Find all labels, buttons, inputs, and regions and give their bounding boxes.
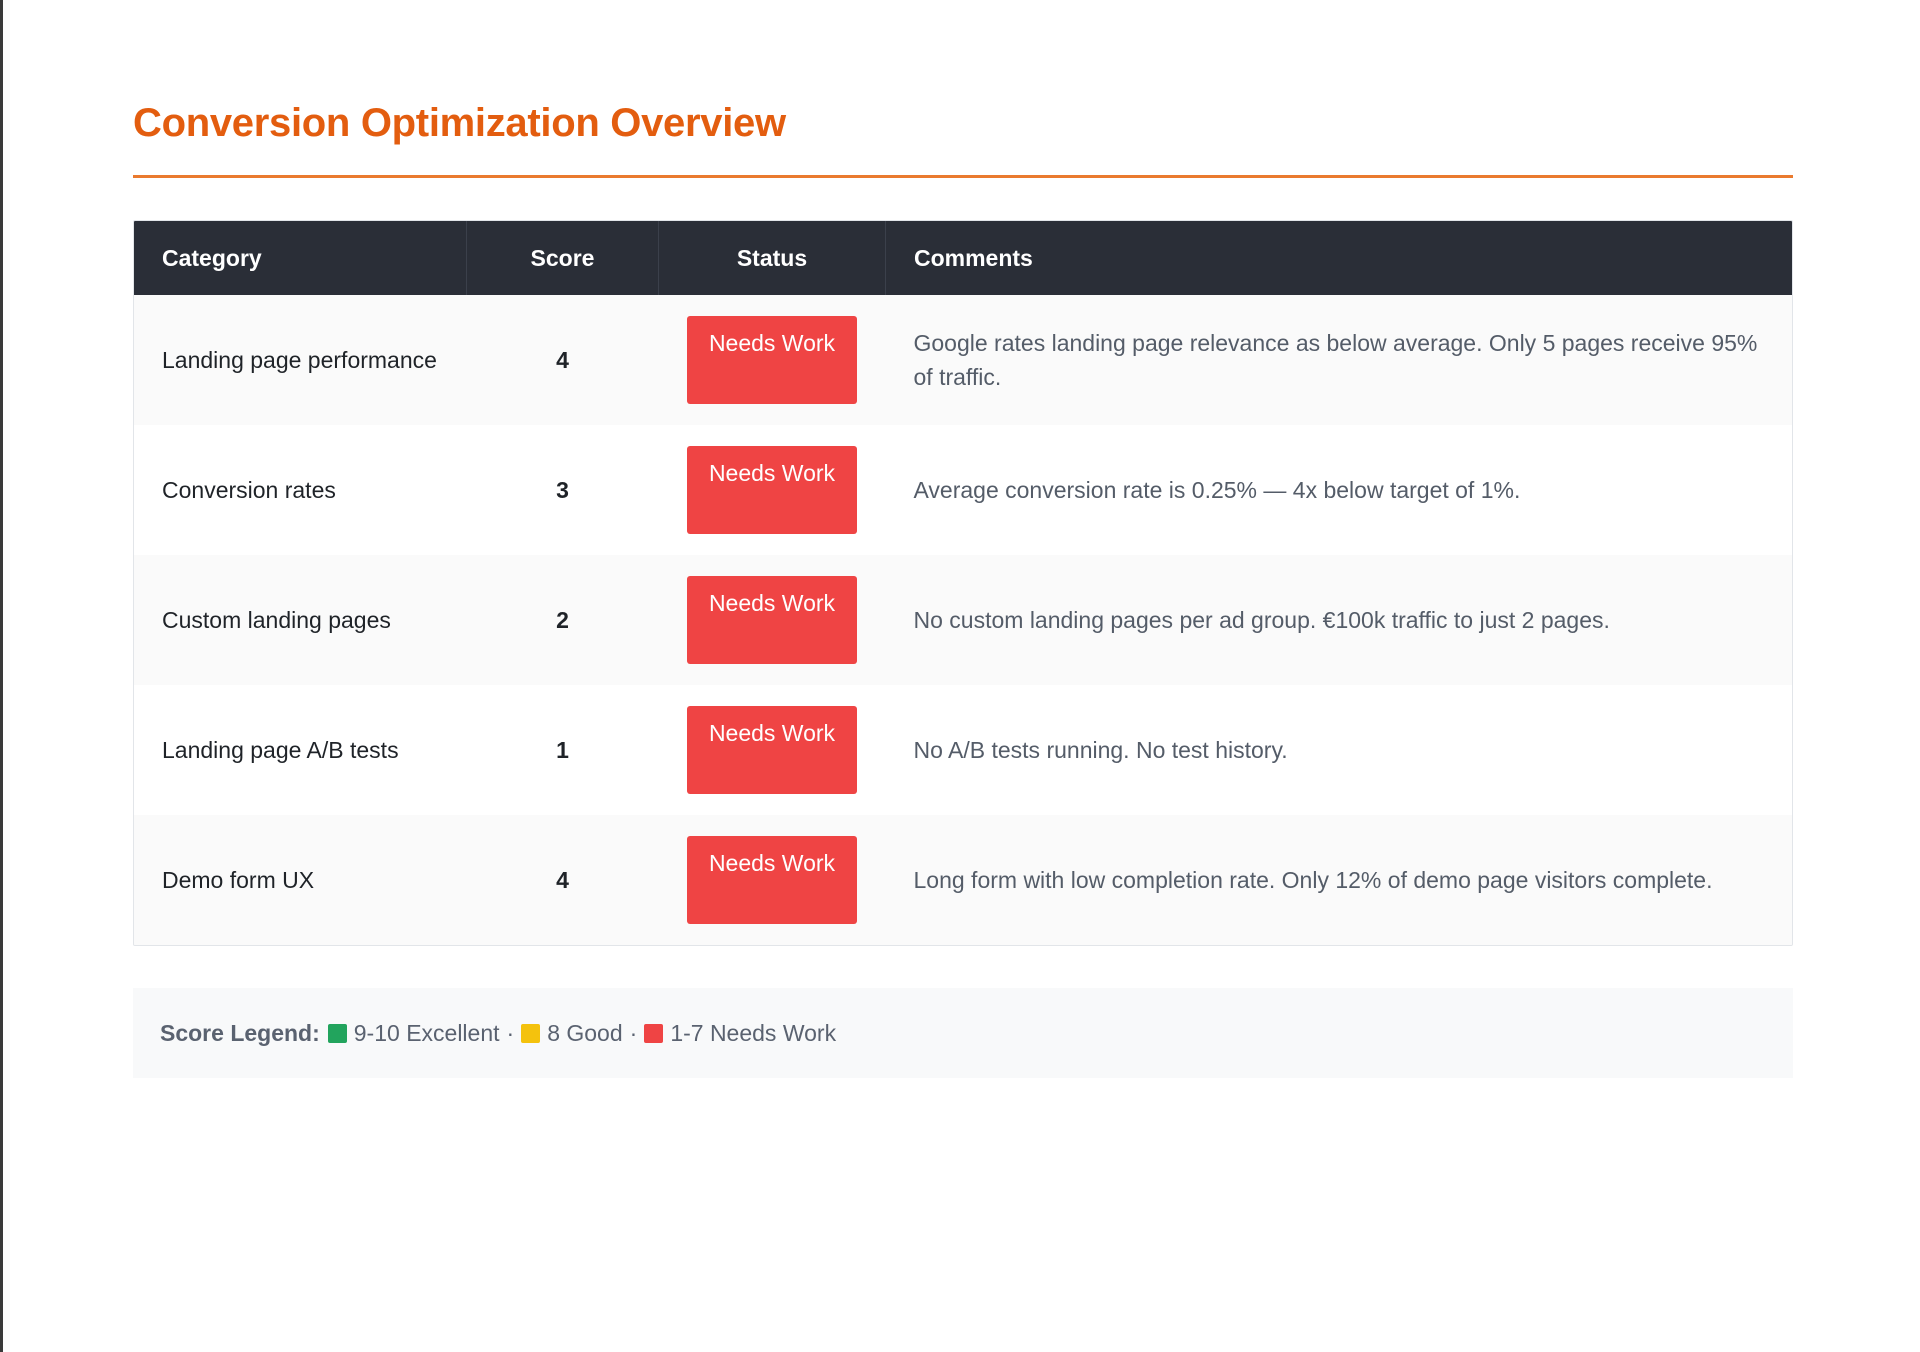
status-badge: Needs Work (687, 316, 857, 404)
score-cell: 2 (556, 607, 569, 633)
legend-item-needs-work: 1-7 Needs Work (670, 1019, 837, 1046)
legend-item-good: 8 Good (547, 1019, 623, 1046)
scores-table (134, 221, 1792, 945)
table-header-row (134, 221, 1792, 295)
status-cell (659, 295, 886, 425)
legend-separator: · (629, 1019, 638, 1046)
category-cell: Custom landing pages (162, 607, 391, 633)
score-legend (133, 988, 1793, 1078)
score-cell: 4 (556, 867, 569, 893)
header-category: Category (134, 221, 467, 295)
legend-separator: · (506, 1019, 515, 1046)
page-title: Conversion Optimization Overview (133, 101, 786, 145)
status-badge: Needs Work (687, 706, 857, 794)
header-status: Status (659, 221, 886, 295)
needs-work-swatch-icon (644, 1024, 663, 1043)
comment-cell: Average conversion rate is 0.25% — 4x below target of 1%. (913, 477, 1521, 503)
status-cell (659, 815, 886, 945)
comment-cell: No custom landing pages per ad group. €100k traffic to just 2 pages. (913, 607, 1610, 633)
status-badge: Needs Work (687, 576, 857, 664)
status-badge: Needs Work (687, 446, 857, 534)
report-page (133, 96, 1793, 1078)
table-row (134, 815, 1792, 945)
excellent-swatch-icon (328, 1024, 347, 1043)
status-cell (659, 555, 886, 685)
window-left-edge (0, 0, 3, 1352)
legend-label: Score Legend: (160, 1019, 320, 1046)
comment-cell: No A/B tests running. No test history. (913, 737, 1288, 763)
category-cell: Conversion rates (162, 477, 336, 503)
header-comments: Comments (914, 244, 1033, 271)
category-cell: Landing page performance (162, 347, 437, 373)
good-swatch-icon (521, 1024, 540, 1043)
category-cell: Landing page A/B tests (162, 737, 399, 763)
title-divider (133, 175, 1793, 178)
table-row (134, 685, 1792, 815)
score-cell: 3 (556, 477, 569, 503)
status-badge: Needs Work (687, 836, 857, 924)
status-cell (659, 685, 886, 815)
table-row (134, 425, 1792, 555)
score-cell: 4 (556, 347, 569, 373)
score-cell: 1 (556, 737, 569, 763)
table-row (134, 555, 1792, 685)
comment-cell: Long form with low completion rate. Only 12% of demo page visitors complete. (913, 867, 1713, 893)
status-cell (659, 425, 886, 555)
header-score: Score (467, 221, 659, 295)
legend-item-excellent: 9-10 Excellent (353, 1019, 500, 1046)
table-row (134, 295, 1792, 425)
comment-cell: Google rates landing page relevance as below average. Only 5 pages receive 95% of traffic. (913, 330, 1758, 390)
scores-table-card (133, 220, 1793, 946)
category-cell: Demo form UX (162, 867, 315, 893)
